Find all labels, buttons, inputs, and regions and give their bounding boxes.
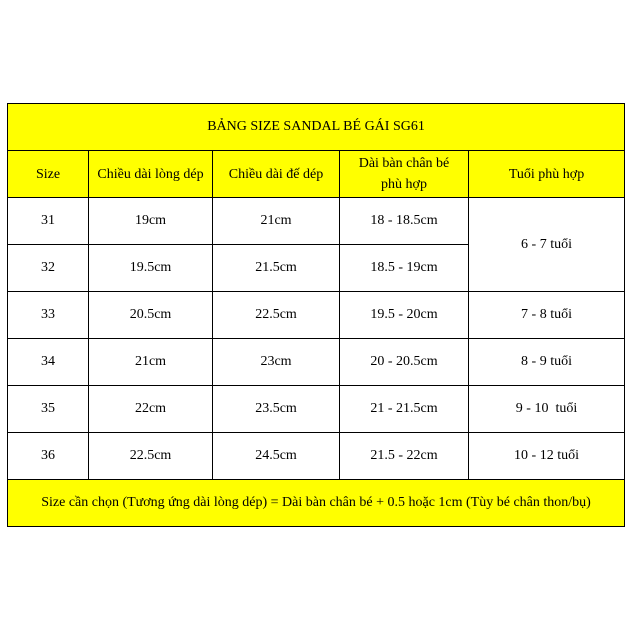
header-sole-length: Chiều dài đế dép <box>213 151 340 198</box>
header-foot-length-line2: phù hợp <box>381 177 427 192</box>
size-selection-note: Size cần chọn (Tương ứng dài lòng dép) = Dài bàn chân bé + 0.5 hoặc 1cm (Tùy bé chân thon/bụ) <box>8 480 625 527</box>
age-cell: 10 - 12 tuổi <box>469 433 625 480</box>
foot-cell: 21.5 - 22cm <box>340 433 469 480</box>
insole-cell: 19cm <box>89 198 213 245</box>
sole-cell: 24.5cm <box>213 433 340 480</box>
table-row <box>8 292 625 339</box>
table-title: BẢNG SIZE SANDAL BÉ GÁI SG61 <box>8 104 625 151</box>
insole-cell: 19.5cm <box>89 245 213 292</box>
title-row <box>8 104 625 151</box>
foot-cell: 20 - 20.5cm <box>340 339 469 386</box>
header-foot-length <box>340 151 469 198</box>
age-cell: 8 - 9 tuổi <box>469 339 625 386</box>
header-row <box>8 151 625 198</box>
header-size: Size <box>8 151 89 198</box>
header-foot-length-line1: Dài bàn chân bé <box>358 156 450 171</box>
foot-cell: 18.5 - 19cm <box>340 245 469 292</box>
sole-cell: 23cm <box>213 339 340 386</box>
insole-cell: 20.5cm <box>89 292 213 339</box>
table-row <box>8 198 625 245</box>
age-cell: 7 - 8 tuổi <box>469 292 625 339</box>
footer-row <box>8 480 625 527</box>
foot-cell: 21 - 21.5cm <box>340 386 469 433</box>
insole-cell: 22cm <box>89 386 213 433</box>
table-row <box>8 339 625 386</box>
sole-cell: 22.5cm <box>213 292 340 339</box>
sole-cell: 23.5cm <box>213 386 340 433</box>
size-chart-table <box>7 103 625 527</box>
age-cell: 6 - 7 tuổi <box>469 198 625 292</box>
table-row <box>8 433 625 480</box>
sole-cell: 21.5cm <box>213 245 340 292</box>
size-cell: 36 <box>8 433 89 480</box>
age-cell: 9 - 10 tuổi <box>469 386 625 433</box>
foot-cell: 19.5 - 20cm <box>340 292 469 339</box>
size-cell: 35 <box>8 386 89 433</box>
size-cell: 34 <box>8 339 89 386</box>
size-cell: 31 <box>8 198 89 245</box>
insole-cell: 21cm <box>89 339 213 386</box>
insole-cell: 22.5cm <box>89 433 213 480</box>
size-cell: 32 <box>8 245 89 292</box>
sole-cell: 21cm <box>213 198 340 245</box>
table-row <box>8 386 625 433</box>
header-age: Tuổi phù hợp <box>469 151 625 198</box>
size-cell: 33 <box>8 292 89 339</box>
header-insole-length: Chiều dài lòng dép <box>89 151 213 198</box>
foot-cell: 18 - 18.5cm <box>340 198 469 245</box>
